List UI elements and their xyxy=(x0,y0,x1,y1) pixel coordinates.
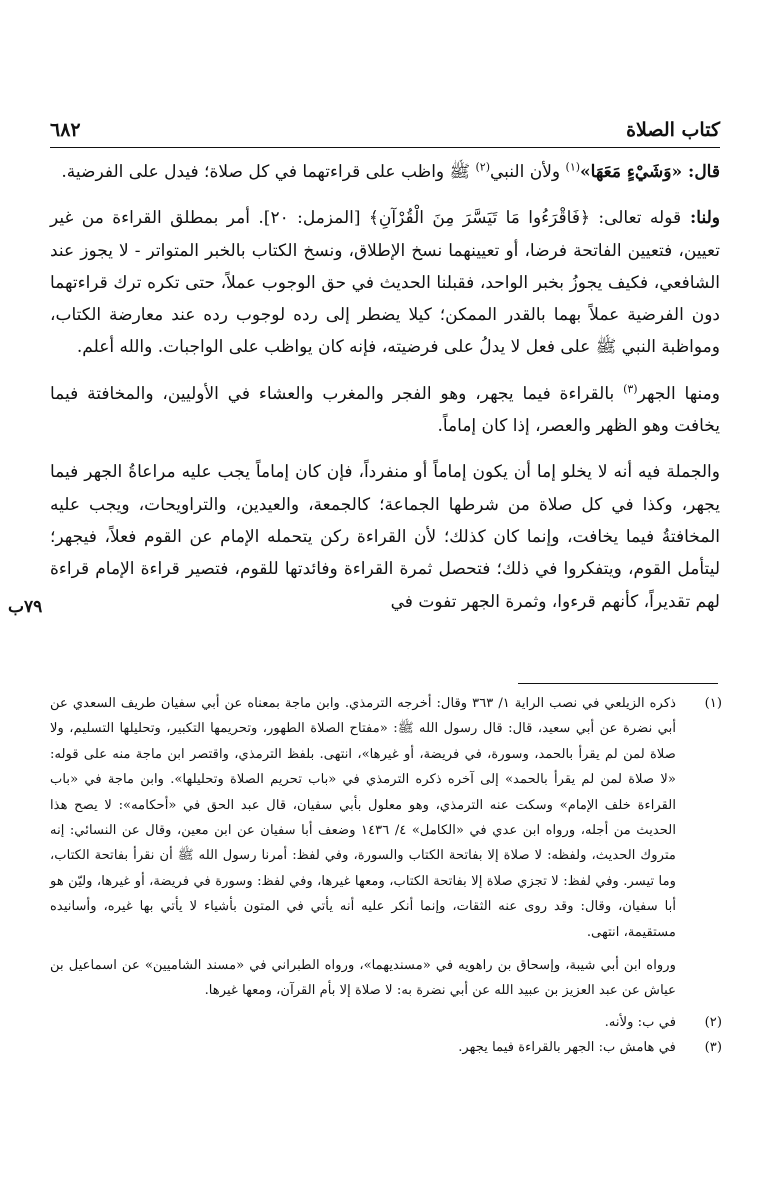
footnote-2-text: في ب: ولأنه. xyxy=(604,1014,676,1030)
paragraph-1 xyxy=(50,156,720,188)
footnote-1-text: ذكره الزيلعي في نصب الراية ١/ ٣٦٣ وقال: أخرجه الترمذي. وابن ماجة بمعناه عن أبي سفيان طريف السعدي عن أبي نضرة عن أبي سعيد، قال: قال رسول الله ﷺ: «مفتاح الصلاة الطهور، وتحريمها التكبير، وتحليلها التسليم، ولا صلاة لمن لم يقرأ بالحمد، وسورة، في فريضة، أو غيرها»، انتهى. بلفظ الترمذي، واقتصر ابن ماجة منه على قوله: «لا صلاة لمن لم يقرأ بالحمد» إلى آخره ذكره الترمذي في «باب تحريم الصلاة وتحليلها». وابن ماجة في «باب القراءة خلف الإمام» وسكت عنه الترمذي، وهو معلول بأبي سفيان، قال عبد الحق في «أحكامه»: لا يصح هذا الحديث من أجله، ورواه ابن عدي في «الكامل» ٤/ ١٤٣٦ وضعف أبا سفيان عن ابن معين، وقال عن النسائي: إنه متروك الحديث، ولفظه: لا صلاة إلا بفاتحة الكتاب والسورة، وفي لفظ: أمرنا رسول الله ﷺ أن نقرأ بفاتحة الكتاب، وما تيسر. وفي لفظ: لا تجزي صلاة إلا بفاتحة الكتاب، ومعها غيرها، وفي لفظ: وسورة في فريضة، أو غيرها، وليّن هو أبا سفيان، وقال: وقد روى عنه الثقات، وإنما أنكر عليه أنه يأتي في المتون بأشياء لا يأتي بها غيره، وأسانيده مستقيمة، انتهى. xyxy=(50,696,676,940)
footnote-ref-2: (٢) xyxy=(475,160,490,174)
header-rule xyxy=(50,147,720,148)
paragraph-1-text-b: ﷺ واظب على قراءتهما في كل صلاة؛ فيدل على الفرضية. xyxy=(61,162,476,182)
footnote-separator xyxy=(518,683,718,684)
paragraph-1-text-a: ولأن النبي xyxy=(489,162,566,182)
footnote-ref-1: (١) xyxy=(565,160,581,174)
paragraph-3-text-b: بالقراءة فيما يجهر، وهو الفجر والمغرب والعشاء في الأوليين، والمخافتة فيما يخافت وهو الظهر والعصر، إذا كان إماماً. xyxy=(50,383,720,437)
chapter-title: كتاب الصلاة xyxy=(626,119,720,141)
quoted-phrase: قال: «وَشَيْءٍ مَعَهَا» xyxy=(580,162,720,182)
paragraph-4-text: والجملة فيه أنه لا يخلو إما أن يكون إماماً أو منفرداً، فإن كان إماماً يجب عليه مراعاةُ الجهر فيما يجهر، وكذا في كل صلاة من شرطها الجماعة؛ كالجمعة، والعيدين، والتراويحات، ويجب عليه المخافتةُ فيما يخافت، وإنما كان كذلك؛ لأن القراءة ركن يتحمله الإمام عن القوم فعلاً، فيجهر؛ ليتأمل القوم، ويتفكروا في ذلك؛ فتحصل ثمرة القراءة وفائدتها للقوم، فتصير قراءة الإمام قراءة لهم تقديراً، كأنهم قرءوا، وثمرة الجهر تفوت في xyxy=(50,462,720,612)
paragraph-4 xyxy=(50,456,720,617)
manuscript-folio-mark: ٧٩ب xyxy=(8,597,43,617)
page-header xyxy=(50,112,720,148)
paragraph-3 xyxy=(50,378,720,443)
paragraph-2 xyxy=(50,202,720,363)
footnote-ref-3: (٣) xyxy=(623,382,638,396)
footnote-2 xyxy=(50,1010,722,1035)
page-number: ٦٨٢ xyxy=(50,119,81,141)
paragraph-2-lead: ولنا: xyxy=(681,208,720,229)
footnote-3 xyxy=(50,1035,722,1060)
footnote-3-label: (٣) xyxy=(704,1040,722,1056)
footnote-1 xyxy=(50,691,722,945)
footnote-3-text: في هامش ب: الجهر بالقراءة فيما يجهر. xyxy=(458,1040,676,1056)
footnote-1-label: (١) xyxy=(704,696,722,711)
main-text xyxy=(50,156,720,618)
paragraph-2-text: قوله تعالى: ﴿فَاقْرَءُوا مَا تَيَسَّرَ مِنَ الْقُرْآنِ﴾ [المزمل: ٢٠]. أمر بمطلق القراءة من غير تعيين، فتعيين الفاتحة فرضا، أو تعيينهما نسخ الإطلاق، ونسخ الكتاب بالخبر المتواتر - لا يجوز عند الشافعي، فكيف يجوزُ بخبر الواحد، فقبلنا الحديث في حق الوجوب عملاً، حتى تكره ترك قراءتهما دون الفرضية عملاً بهما بالقدر الممكن؛ كيلا يضطر إلى رده لوجوب رده عند معارضة الكتاب، ومواظبة النبي ﷺ على فعل لا يدلُ على فرضيته، فإنه كان يواظب على الواجبات. والله أعلم. xyxy=(50,208,720,358)
paragraph-3-text-a: ومنها الجهر xyxy=(637,383,720,404)
footnotes xyxy=(50,691,722,1061)
footnote-1-continuation: ورواه ابن أبي شيبة، وإسحاق بن راهويه في «مسنديهما»، ورواه الطبراني في «مسند الشاميين» عن اسماعيل بن عياش عن عبد العزيز بن عبيد الله عن أبي نضرة به: لا صلاة إلا بأم القرآن، ومعها غيرها. xyxy=(50,958,676,999)
footnote-2-label: (٢) xyxy=(704,1014,722,1030)
